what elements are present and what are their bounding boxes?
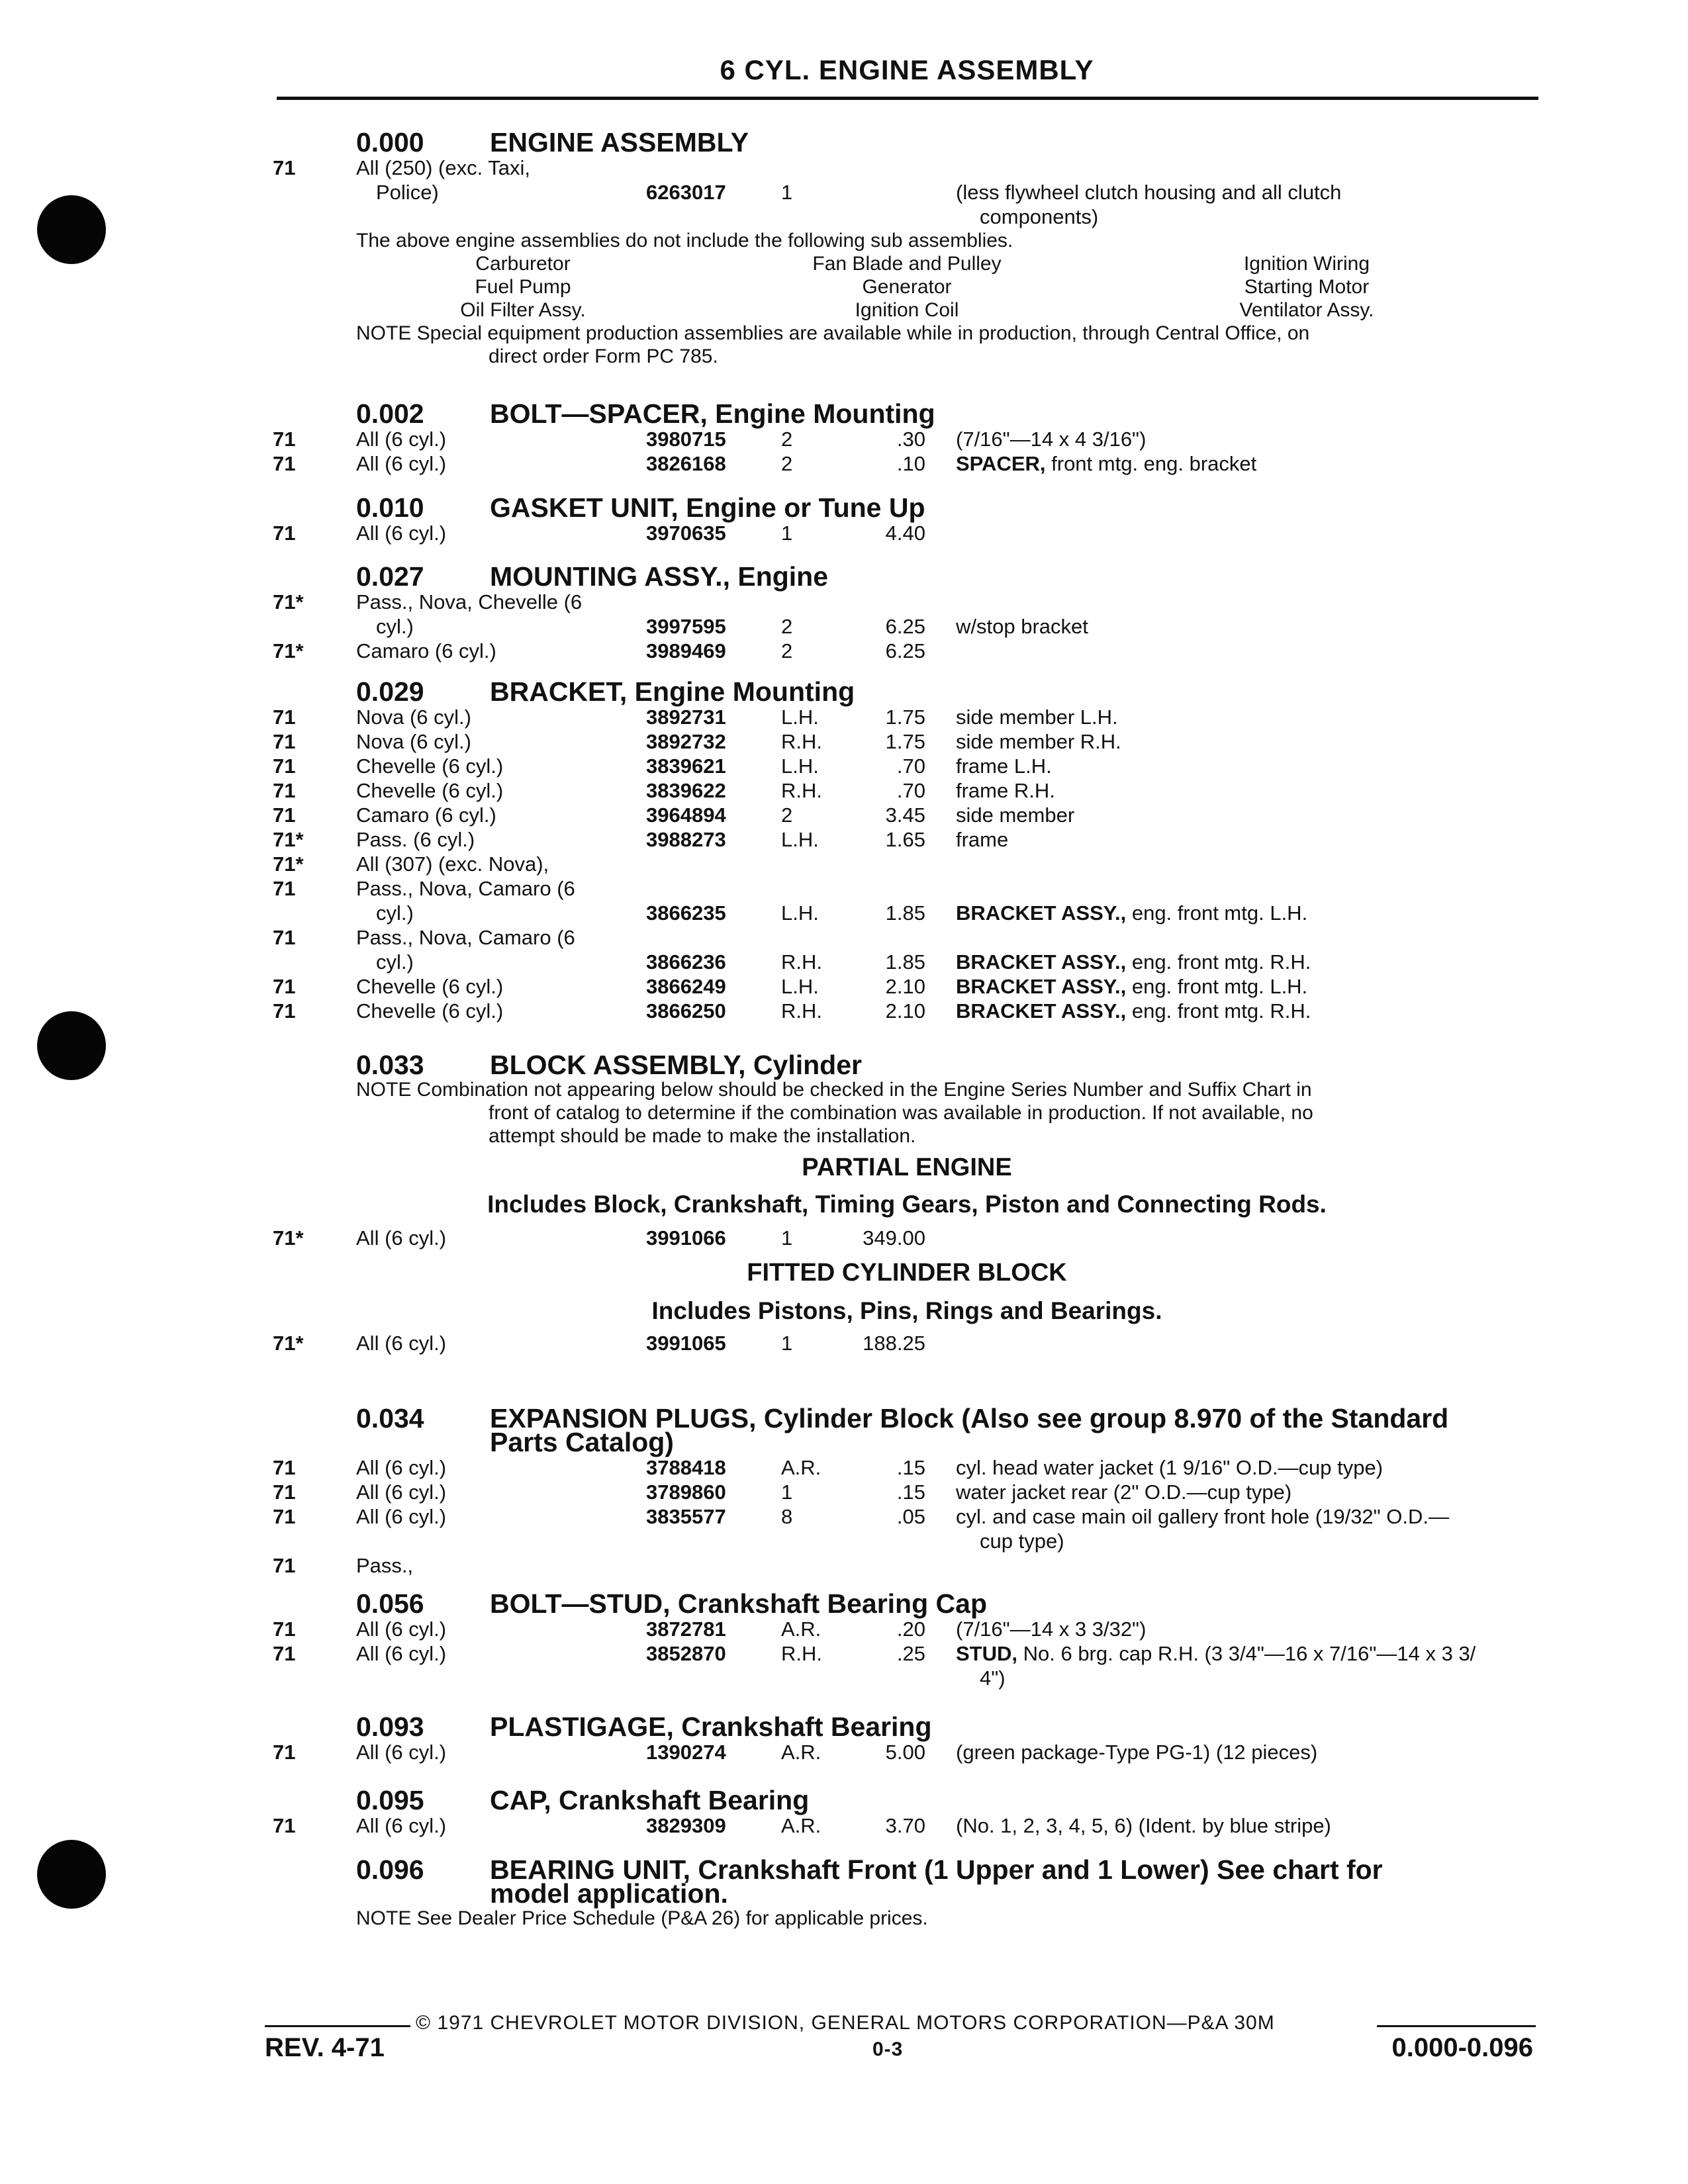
- table-row: [0, 614, 1688, 640]
- part-number: 3991065: [646, 1332, 726, 1355]
- table-row: [0, 778, 1688, 804]
- quantity: 2: [781, 615, 793, 638]
- quantity: 1: [781, 1332, 793, 1355]
- application-text: Pass., Nova, Camaro (6: [356, 926, 575, 949]
- quantity: L.H.: [781, 975, 819, 998]
- quantity: 1: [781, 1480, 793, 1504]
- table-row: [0, 1813, 1688, 1839]
- application-text: Chevelle (6 cyl.): [356, 999, 504, 1023]
- note-text: attempt should be made to make the installation.: [489, 1125, 916, 1147]
- application-text: All (6 cyl.): [356, 1741, 447, 1764]
- price: 3.70: [885, 1814, 925, 1837]
- application-text: Camaro (6 cyl.): [356, 639, 496, 662]
- application-text: Nova (6 cyl.): [356, 730, 471, 753]
- remarks-text: (No. 1, 2, 3, 4, 5, 6) (Ident. by blue stripe): [956, 1814, 1331, 1837]
- application-text: All (6 cyl.): [356, 1505, 447, 1528]
- table-row: [0, 704, 1688, 731]
- remarks-text: BRACKET ASSY., eng. front mtg. L.H.: [956, 975, 1308, 998]
- table-row: [0, 204, 1688, 230]
- part-number: 1390274: [646, 1741, 726, 1764]
- quantity: 2: [781, 428, 793, 451]
- remarks-text: BRACKET ASSY., eng. front mtg. R.H.: [956, 999, 1311, 1023]
- application-text: All (6 cyl.): [356, 1456, 447, 1479]
- footer-page-number: 0-3: [872, 2038, 904, 2060]
- model-year: 71: [273, 1617, 296, 1641]
- remarks-text: (7/16"—14 x 4 3/16"): [956, 428, 1147, 451]
- section-title: ENGINE ASSEMBLY: [490, 127, 749, 158]
- application-text: Camaro (6 cyl.): [356, 803, 496, 827]
- footer-rule-left: [265, 2025, 410, 2027]
- remarks-keyword: BRACKET ASSY.,: [956, 901, 1127, 925]
- model-year: 71: [273, 1642, 296, 1665]
- price: 1.85: [885, 901, 925, 925]
- price: .20: [896, 1617, 925, 1641]
- section-heading: [0, 1710, 1688, 1743]
- application-text: All (250) (exc. Taxi,: [356, 156, 531, 179]
- remarks-text: frame L.H.: [956, 754, 1052, 778]
- price: .15: [896, 1456, 925, 1479]
- remarks-keyword: SPACER,: [956, 452, 1046, 475]
- part-number: 6263017: [646, 181, 726, 204]
- model-year: 71: [273, 452, 296, 475]
- table-row: [0, 729, 1688, 755]
- part-number: 3829309: [646, 1814, 726, 1837]
- section-heading: [0, 1048, 1688, 1081]
- subsection-heading: FITTED CYLINDER BLOCK: [747, 1259, 1067, 1287]
- price: .15: [896, 1480, 925, 1504]
- application-text: All (6 cyl.): [356, 1226, 447, 1250]
- section-code: 0.029: [356, 676, 424, 707]
- note-text: direct order Form PC 785.: [489, 345, 718, 367]
- remarks-text: cyl. head water jacket (1 9/16" O.D.—cup type): [956, 1456, 1383, 1479]
- footer-revision: REV. 4-71: [265, 2033, 385, 2062]
- part-number: 3892731: [646, 705, 726, 729]
- sub-assembly-item: Starting Motor: [1244, 276, 1370, 298]
- table-row: [0, 1616, 1688, 1643]
- price: 1.75: [885, 730, 925, 753]
- part-number: 3788418: [646, 1456, 726, 1479]
- remarks-text: side member R.H.: [956, 730, 1121, 753]
- section-heading: [0, 397, 1688, 430]
- table-row: [0, 1739, 1688, 1766]
- table-row: [0, 1479, 1688, 1506]
- table-row: [0, 1641, 1688, 1667]
- quantity: A.R.: [781, 1617, 821, 1641]
- table-row: [0, 753, 1688, 780]
- remarks-text: water jacket rear (2" O.D.—cup type): [956, 1480, 1292, 1504]
- table-row: [0, 1553, 1688, 1579]
- remarks-text: SPACER, front mtg. eng. bracket: [956, 452, 1257, 475]
- price: 3.45: [885, 803, 925, 827]
- price: 349.00: [863, 1226, 925, 1250]
- table-row: [0, 1504, 1688, 1530]
- note-text: NOTE Combination not appearing below should be checked in the Engine Series Number and Suffix Chart in: [356, 1079, 1312, 1101]
- part-number: 3866236: [646, 950, 726, 974]
- model-year: 71: [273, 1814, 296, 1837]
- model-year: 71: [273, 522, 296, 545]
- section-code: 0.096: [356, 1854, 424, 1885]
- application-text: Chevelle (6 cyl.): [356, 975, 504, 998]
- application-text: cyl.): [376, 950, 414, 974]
- model-year: 71*: [273, 1226, 304, 1250]
- model-year: 71: [273, 779, 296, 802]
- section-code: 0.033: [356, 1050, 424, 1080]
- remarks-keyword: BRACKET ASSY.,: [956, 999, 1127, 1023]
- application-text: All (6 cyl.): [356, 1814, 447, 1837]
- sub-assembly-item: Fuel Pump: [475, 276, 571, 298]
- price: .05: [896, 1505, 925, 1528]
- application-text: All (307) (exc. Nova),: [356, 852, 549, 876]
- model-year: 71*: [273, 590, 304, 614]
- price: 1.75: [885, 705, 925, 729]
- quantity: 8: [781, 1505, 793, 1528]
- price: 1.65: [885, 828, 925, 851]
- remarks-text: frame R.H.: [956, 779, 1055, 802]
- section-heading: [0, 126, 1688, 159]
- section-title: model application.: [490, 1878, 728, 1909]
- model-year: 71: [273, 730, 296, 753]
- application-text: Pass., Nova, Chevelle (6: [356, 590, 583, 614]
- footer-copyright: © 1971 CHEVROLET MOTOR DIVISION, GENERAL MOTORS CORPORATION—P&A 30M: [416, 2012, 1275, 2034]
- table-row: [0, 998, 1688, 1024]
- table-row: [0, 974, 1688, 1000]
- part-number: 3852870: [646, 1642, 726, 1665]
- footer-group-range: 0.000-0.096: [1391, 2033, 1533, 2062]
- model-year: 71: [273, 926, 296, 949]
- quantity: 2: [781, 452, 793, 475]
- quantity: 1: [781, 1226, 793, 1250]
- remarks-text: cyl. and case main oil gallery front hole (19/32" O.D.—: [956, 1505, 1450, 1528]
- subsection-heading: PARTIAL ENGINE: [802, 1154, 1012, 1181]
- price: .70: [896, 779, 925, 802]
- part-number: 3826168: [646, 452, 726, 475]
- quantity: R.H.: [781, 779, 822, 802]
- application-text: Nova (6 cyl.): [356, 705, 471, 729]
- sub-assembly-item: Ignition Coil: [855, 299, 959, 321]
- price: 5.00: [885, 1741, 925, 1764]
- note-text: front of catalog to determine if the combination was available in production. If not available, no: [489, 1102, 1313, 1124]
- part-number: 3964894: [646, 803, 726, 827]
- remarks-keyword: BRACKET ASSY.,: [956, 975, 1127, 998]
- section-title-continued: [0, 1877, 1688, 1910]
- part-number: 3988273: [646, 828, 726, 851]
- price: 6.25: [885, 639, 925, 662]
- application-text: All (6 cyl.): [356, 1617, 447, 1641]
- model-year: 71*: [273, 639, 304, 662]
- quantity: 2: [781, 639, 793, 662]
- part-number: 3980715: [646, 428, 726, 451]
- model-year: 71*: [273, 828, 304, 851]
- table-row: [0, 426, 1688, 453]
- model-year: 71: [273, 754, 296, 778]
- application-text: All (6 cyl.): [356, 522, 447, 545]
- application-text: Police): [376, 181, 439, 204]
- application-text: Pass.,: [356, 1554, 414, 1577]
- part-number: 3839621: [646, 754, 726, 778]
- part-number: 3835577: [646, 1505, 726, 1528]
- table-row: [0, 1225, 1688, 1251]
- page-title: 6 CYL. ENGINE ASSEMBLY: [720, 54, 1094, 85]
- sub-assembly-item: Generator: [862, 276, 952, 298]
- remarks-text: side member: [956, 803, 1075, 827]
- table-row: [0, 179, 1688, 206]
- quantity: R.H.: [781, 999, 822, 1023]
- remarks-text: BRACKET ASSY., eng. front mtg. L.H.: [956, 901, 1308, 925]
- price: .25: [896, 1642, 925, 1665]
- part-number: 3970635: [646, 522, 726, 545]
- remarks-text: w/stop bracket: [956, 615, 1088, 638]
- model-year: 71*: [273, 1332, 304, 1355]
- table-row: [0, 155, 1688, 181]
- note-text: The above engine assemblies do not include the following sub assemblies.: [356, 230, 1013, 251]
- quantity: R.H.: [781, 1642, 822, 1665]
- remarks-text: cup type): [980, 1529, 1064, 1553]
- application-text: All (6 cyl.): [356, 452, 447, 475]
- price: 188.25: [863, 1332, 925, 1355]
- table-row: [0, 851, 1688, 878]
- table-row: [0, 520, 1688, 547]
- application-text: All (6 cyl.): [356, 1642, 447, 1665]
- application-text: cyl.): [376, 615, 414, 638]
- table-row: [0, 1455, 1688, 1481]
- quantity: L.H.: [781, 705, 819, 729]
- section-title: EXPANSION PLUGS, Cylinder Block (Also see group 8.970 of the Standard: [490, 1403, 1449, 1433]
- price: .30: [896, 428, 925, 451]
- section-code: 0.095: [356, 1785, 424, 1815]
- table-row: [0, 802, 1688, 829]
- part-number: 3866249: [646, 975, 726, 998]
- model-year: 71: [273, 975, 296, 998]
- section-heading: [0, 491, 1688, 524]
- table-row: [0, 925, 1688, 951]
- part-number: 3892732: [646, 730, 726, 753]
- price: 6.25: [885, 615, 925, 638]
- price: 2.10: [885, 999, 925, 1023]
- table-row: [0, 638, 1688, 664]
- part-number: 3839622: [646, 779, 726, 802]
- application-text: Pass. (6 cyl.): [356, 828, 475, 851]
- section-title: BLOCK ASSEMBLY, Cylinder: [490, 1050, 862, 1080]
- note-text: NOTE Special equipment production assemblies are available while in production, through Central Office, on: [356, 322, 1310, 344]
- table-row: [0, 949, 1688, 976]
- price: 2.10: [885, 975, 925, 998]
- quantity: R.H.: [781, 730, 822, 753]
- model-year: 71: [273, 428, 296, 451]
- model-year: 71: [273, 1480, 296, 1504]
- application-text: All (6 cyl.): [356, 428, 447, 451]
- table-row: [0, 876, 1688, 902]
- sub-assembly-item: Ignition Wiring: [1243, 253, 1370, 275]
- section-title: BOLT—SPACER, Engine Mounting: [490, 398, 935, 429]
- section-title: CAP, Crankshaft Bearing: [490, 1785, 810, 1815]
- price: 4.40: [885, 522, 925, 545]
- part-number: 3789860: [646, 1480, 726, 1504]
- table-row: [0, 1528, 1688, 1555]
- quantity: A.R.: [781, 1456, 821, 1479]
- subsection-description: Includes Block, Crankshaft, Timing Gears, Piston and Connecting Rods.: [487, 1191, 1327, 1218]
- remarks-text: components): [980, 205, 1099, 228]
- price: 1.85: [885, 950, 925, 974]
- section-title: MOUNTING ASSY., Engine: [490, 561, 829, 592]
- quantity: L.H.: [781, 754, 819, 778]
- part-number: 3872781: [646, 1617, 726, 1641]
- model-year: 71: [273, 1741, 296, 1764]
- quantity: 1: [781, 181, 793, 204]
- section-heading: [0, 1587, 1688, 1620]
- application-text: Chevelle (6 cyl.): [356, 754, 504, 778]
- remarks-text: 4"): [980, 1666, 1006, 1690]
- section-code: 0.002: [356, 398, 424, 429]
- model-year: 71: [273, 1505, 296, 1528]
- quantity: 1: [781, 522, 793, 545]
- remarks-text: (green package-Type PG-1) (12 pieces): [956, 1741, 1318, 1764]
- remarks-keyword: STUD,: [956, 1642, 1017, 1665]
- model-year: 71: [273, 877, 296, 900]
- section-title: BOLT—STUD, Crankshaft Bearing Cap: [490, 1588, 987, 1619]
- table-row: [0, 900, 1688, 927]
- section-code: 0.010: [356, 492, 424, 523]
- part-number: 3866235: [646, 901, 726, 925]
- application-text: Pass., Nova, Camaro (6: [356, 877, 575, 900]
- section-code: 0.056: [356, 1588, 424, 1619]
- table-row: [0, 1665, 1688, 1692]
- application-text: Chevelle (6 cyl.): [356, 779, 504, 802]
- remarks-text: frame: [956, 828, 1009, 851]
- model-year: 71: [273, 803, 296, 827]
- sub-assembly-item: Ventilator Assy.: [1239, 299, 1374, 321]
- subsection-description: Includes Pistons, Pins, Rings and Bearings.: [651, 1297, 1162, 1324]
- quantity: L.H.: [781, 901, 819, 925]
- table-row: [0, 589, 1688, 615]
- model-year: 71: [273, 705, 296, 729]
- price: .70: [896, 754, 925, 778]
- quantity: A.R.: [781, 1741, 821, 1764]
- sub-assembly-item: Carburetor: [475, 253, 571, 275]
- model-year: 71: [273, 156, 296, 179]
- sub-assembly-item: Fan Blade and Pulley: [812, 253, 1002, 275]
- remarks-text: (less flywheel clutch housing and all clutch: [956, 181, 1342, 204]
- section-heading: [0, 560, 1688, 593]
- part-number: 3991066: [646, 1226, 726, 1250]
- footer-rule-right: [1377, 2025, 1536, 2027]
- section-heading: [0, 1784, 1688, 1817]
- model-year: 71: [273, 1456, 296, 1479]
- remarks-text: BRACKET ASSY., eng. front mtg. R.H.: [956, 950, 1311, 974]
- model-year: 71: [273, 1554, 296, 1577]
- section-code: 0.093: [356, 1711, 424, 1742]
- quantity: A.R.: [781, 1814, 821, 1837]
- section-title: BRACKET, Engine Mounting: [490, 676, 855, 707]
- model-year: 71: [273, 999, 296, 1023]
- section-title: BEARING UNIT, Crankshaft Front (1 Upper and 1 Lower) See chart for: [490, 1854, 1383, 1885]
- section-code: 0.027: [356, 561, 424, 592]
- remarks-keyword: BRACKET ASSY.,: [956, 950, 1127, 974]
- remarks-text: STUD, No. 6 brg. cap R.H. (3 3/4"—16 x 7/16"—14 x 3 3/: [956, 1642, 1476, 1665]
- section-title: Parts Catalog): [490, 1427, 674, 1457]
- application-text: cyl.): [376, 901, 414, 925]
- application-text: All (6 cyl.): [356, 1480, 447, 1504]
- section-title: PLASTIGAGE, Crankshaft Bearing: [490, 1711, 932, 1742]
- part-number: 3997595: [646, 615, 726, 638]
- table-row: [0, 827, 1688, 853]
- quantity: 2: [781, 803, 793, 827]
- part-number: 3866250: [646, 999, 726, 1023]
- quantity: L.H.: [781, 828, 819, 851]
- section-code: 0.034: [356, 1403, 424, 1433]
- note-text: NOTE See Dealer Price Schedule (P&A 26) for applicable prices.: [356, 1907, 928, 1929]
- part-number: 3989469: [646, 639, 726, 662]
- model-year: 71*: [273, 852, 304, 876]
- remarks-text: side member L.H.: [956, 705, 1118, 729]
- sub-assembly-item: Oil Filter Assy.: [460, 299, 586, 321]
- price: .10: [896, 452, 925, 475]
- section-title: GASKET UNIT, Engine or Tune Up: [490, 492, 925, 523]
- quantity: R.H.: [781, 950, 822, 974]
- application-text: All (6 cyl.): [356, 1332, 447, 1355]
- remarks-text: (7/16"—14 x 3 3/32"): [956, 1617, 1147, 1641]
- section-heading: [0, 675, 1688, 708]
- section-title-continued: [0, 1426, 1688, 1459]
- table-row: [0, 1330, 1688, 1357]
- table-row: [0, 451, 1688, 477]
- section-code: 0.000: [356, 127, 424, 158]
